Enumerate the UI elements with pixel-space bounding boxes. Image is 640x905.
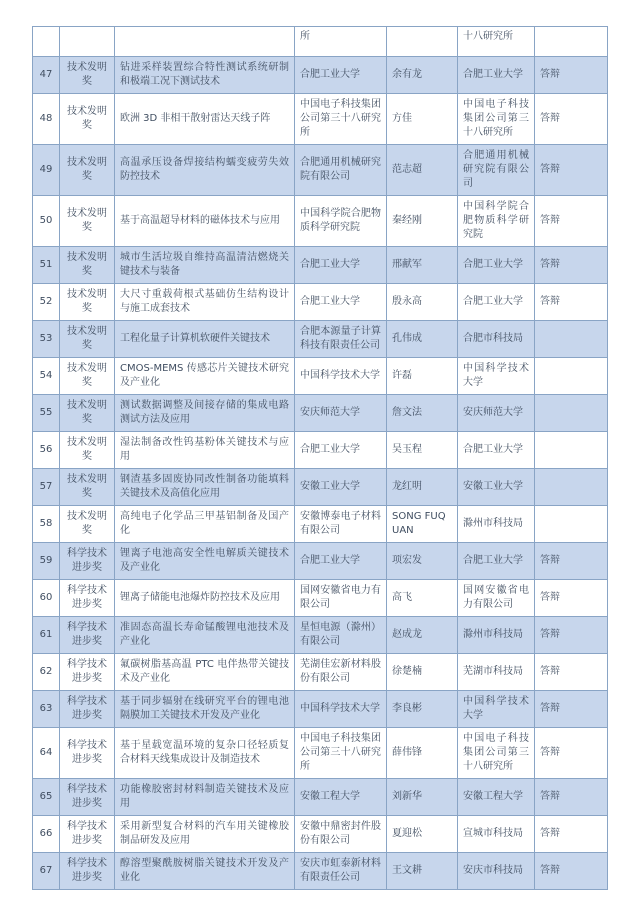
cell-nominating-organization: 安徽工业大学 xyxy=(295,469,387,506)
cell-recommending-unit: 十八研究所 xyxy=(458,27,535,57)
cell-person-name: 许磊 xyxy=(387,358,458,395)
table-row xyxy=(33,654,608,691)
cell-entry-number: 51 xyxy=(33,247,60,284)
cell-project-title: 锂离子储能电池爆炸防控技术及应用 xyxy=(115,580,295,617)
cell-review-status xyxy=(535,469,608,506)
cell-review-status: 答辩 xyxy=(535,853,608,890)
cell-nominating-organization: 合肥工业大学 xyxy=(295,284,387,321)
cell-entry-number: 59 xyxy=(33,543,60,580)
cell-recommending-unit: 合肥市科技局 xyxy=(458,321,535,358)
cell-nominating-organization: 合肥本源量子计算科技有限责任公司 xyxy=(295,321,387,358)
table-row xyxy=(33,691,608,728)
cell-review-status: 答辩 xyxy=(535,816,608,853)
table-row xyxy=(33,506,608,543)
cell-award-category: 科学技术进步奖 xyxy=(60,728,115,779)
cell-person-name: 高飞 xyxy=(387,580,458,617)
cell-entry-number: 54 xyxy=(33,358,60,395)
cell-award-category: 技术发明奖 xyxy=(60,432,115,469)
cell-review-status: 答辩 xyxy=(535,580,608,617)
table-row xyxy=(33,196,608,247)
cell-review-status: 答辩 xyxy=(535,94,608,145)
cell-award-category: 技术发明奖 xyxy=(60,94,115,145)
cell-person-name: 李良彬 xyxy=(387,691,458,728)
cell-project-title: 测试数据调整及间接存储的集成电路测试方法及应用 xyxy=(115,395,295,432)
cell-nominating-organization: 中国电子科技集团公司第三十八研究所 xyxy=(295,728,387,779)
cell-award-category: 技术发明奖 xyxy=(60,506,115,543)
cell-project-title: 基于高温超导材料的磁体技术与应用 xyxy=(115,196,295,247)
cell-review-status: 答辩 xyxy=(535,691,608,728)
cell-project-title: 基于星载宽温环境的复杂口径轻质复合材料天线集成设计及制造技术 xyxy=(115,728,295,779)
cell-nominating-organization: 合肥工业大学 xyxy=(295,57,387,94)
cell-person-name: SONG FUQUAN xyxy=(387,506,458,543)
cell-recommending-unit: 滁州市科技局 xyxy=(458,617,535,654)
table-row xyxy=(33,57,608,94)
cell-recommending-unit: 滁州市科技局 xyxy=(458,506,535,543)
cell-award-category: 技术发明奖 xyxy=(60,247,115,284)
cell-entry-number: 47 xyxy=(33,57,60,94)
table-row xyxy=(33,247,608,284)
table-row xyxy=(33,543,608,580)
cell-award-category: 科学技术进步奖 xyxy=(60,691,115,728)
cell-recommending-unit: 宣城市科技局 xyxy=(458,816,535,853)
cell-nominating-organization: 星恒电源（滁州）有限公司 xyxy=(295,617,387,654)
cell-review-status xyxy=(535,358,608,395)
cell-project-title: 高温承压设备焊接结构蠕变疲劳失效防控技术 xyxy=(115,145,295,196)
cell-person-name: 邢献军 xyxy=(387,247,458,284)
cell-person-name: 刘新华 xyxy=(387,779,458,816)
cell-review-status: 答辩 xyxy=(535,543,608,580)
table-row xyxy=(33,321,608,358)
cell-person-name: 余有龙 xyxy=(387,57,458,94)
cell-nominating-organization: 安庆市虹泰新材料有限责任公司 xyxy=(295,853,387,890)
cell-award-category: 科学技术进步奖 xyxy=(60,580,115,617)
cell-review-status: 答辩 xyxy=(535,284,608,321)
table-row xyxy=(33,728,608,779)
cell-nominating-organization: 合肥通用机械研究院有限公司 xyxy=(295,145,387,196)
cell-award-category xyxy=(60,27,115,57)
table-row xyxy=(33,469,608,506)
cell-project-title: 准固态高温长寿命锰酸锂电池技术及产业化 xyxy=(115,617,295,654)
table-row xyxy=(33,432,608,469)
cell-nominating-organization: 安徽工程大学 xyxy=(295,779,387,816)
cell-nominating-organization: 国网安徽省电力有限公司 xyxy=(295,580,387,617)
cell-recommending-unit: 合肥工业大学 xyxy=(458,57,535,94)
cell-person-name: 孔伟成 xyxy=(387,321,458,358)
cell-project-title: 氟碳树脂基高温 PTC 电伴热带关键技术及产业化 xyxy=(115,654,295,691)
table-row xyxy=(33,816,608,853)
cell-nominating-organization: 中国电子科技集团公司第三十八研究所 xyxy=(295,94,387,145)
cell-project-title: 功能橡胶密封材料制造关键技术及应用 xyxy=(115,779,295,816)
cell-award-category: 科学技术进步奖 xyxy=(60,816,115,853)
cell-entry-number: 64 xyxy=(33,728,60,779)
cell-entry-number: 58 xyxy=(33,506,60,543)
table-row xyxy=(33,617,608,654)
cell-entry-number: 65 xyxy=(33,779,60,816)
cell-nominating-organization: 合肥工业大学 xyxy=(295,432,387,469)
cell-person-name: 夏迎松 xyxy=(387,816,458,853)
table-row xyxy=(33,580,608,617)
cell-person-name: 殷永高 xyxy=(387,284,458,321)
cell-nominating-organization: 中国科学院合肥物质科学研究院 xyxy=(295,196,387,247)
cell-nominating-organization: 安庆师范大学 xyxy=(295,395,387,432)
cell-award-category: 科学技术进步奖 xyxy=(60,543,115,580)
cell-award-category: 科学技术进步奖 xyxy=(60,779,115,816)
cell-recommending-unit: 合肥工业大学 xyxy=(458,432,535,469)
cell-nominating-organization: 所 xyxy=(295,27,387,57)
cell-award-category: 技术发明奖 xyxy=(60,321,115,358)
cell-review-status: 答辩 xyxy=(535,728,608,779)
cell-review-status: 答辩 xyxy=(535,247,608,284)
cell-entry-number: 56 xyxy=(33,432,60,469)
cell-recommending-unit: 合肥工业大学 xyxy=(458,247,535,284)
cell-award-category: 科学技术进步奖 xyxy=(60,853,115,890)
cell-recommending-unit: 中国科学技术大学 xyxy=(458,691,535,728)
cell-person-name: 薛伟锋 xyxy=(387,728,458,779)
cell-review-status xyxy=(535,395,608,432)
cell-recommending-unit: 合肥工业大学 xyxy=(458,543,535,580)
cell-project-title: 钢渣基多固废协同改性制备功能填料关键技术及高值化应用 xyxy=(115,469,295,506)
cell-recommending-unit: 安庆师范大学 xyxy=(458,395,535,432)
cell-project-title xyxy=(115,27,295,57)
cell-recommending-unit: 国网安徽省电力有限公司 xyxy=(458,580,535,617)
cell-person-name: 龙红明 xyxy=(387,469,458,506)
cell-review-status xyxy=(535,321,608,358)
cell-entry-number: 62 xyxy=(33,654,60,691)
table-row xyxy=(33,94,608,145)
cell-project-title: 城市生活垃圾自维持高温清洁燃烧关键技术与装备 xyxy=(115,247,295,284)
table-row xyxy=(33,853,608,890)
cell-person-name xyxy=(387,27,458,57)
cell-project-title: 采用新型复合材料的汽车用关键橡胶制品研发及应用 xyxy=(115,816,295,853)
cell-recommending-unit: 合肥工业大学 xyxy=(458,284,535,321)
table-row xyxy=(33,779,608,816)
cell-person-name: 王文耕 xyxy=(387,853,458,890)
cell-project-title: CMOS-MEMS 传感芯片关键技术研究及产业化 xyxy=(115,358,295,395)
cell-entry-number: 50 xyxy=(33,196,60,247)
cell-nominating-organization: 芜湖佳宏新材料股份有限公司 xyxy=(295,654,387,691)
cell-person-name: 秦经刚 xyxy=(387,196,458,247)
cell-recommending-unit: 中国电子科技集团公司第三十八研究所 xyxy=(458,94,535,145)
cell-recommending-unit: 安徽工业大学 xyxy=(458,469,535,506)
cell-project-title: 醇溶型聚酰胺树脂关键技术开发及产业化 xyxy=(115,853,295,890)
cell-review-status: 答辩 xyxy=(535,654,608,691)
awards-table xyxy=(32,26,608,890)
cell-entry-number: 66 xyxy=(33,816,60,853)
cell-entry-number: 60 xyxy=(33,580,60,617)
cell-entry-number: 53 xyxy=(33,321,60,358)
cell-entry-number: 61 xyxy=(33,617,60,654)
cell-review-status: 答辩 xyxy=(535,617,608,654)
cell-award-category: 技术发明奖 xyxy=(60,395,115,432)
cell-person-name: 方佳 xyxy=(387,94,458,145)
table-row xyxy=(33,395,608,432)
cell-project-title: 高纯电子化学品三甲基铝制备及国产化 xyxy=(115,506,295,543)
cell-person-name: 范志超 xyxy=(387,145,458,196)
cell-recommending-unit: 中国电子科技集团公司第三十八研究所 xyxy=(458,728,535,779)
cell-recommending-unit: 芜湖市科技局 xyxy=(458,654,535,691)
cell-award-category: 技术发明奖 xyxy=(60,57,115,94)
cell-recommending-unit: 中国科学技术大学 xyxy=(458,358,535,395)
cell-project-title: 钻进采样装置综合特性测试系统研制和极端工况下测试技术 xyxy=(115,57,295,94)
cell-entry-number: 63 xyxy=(33,691,60,728)
cell-review-status: 答辩 xyxy=(535,145,608,196)
cell-nominating-organization: 中国科学技术大学 xyxy=(295,358,387,395)
cell-project-title: 大尺寸重载荷根式基础仿生结构设计与施工成套技术 xyxy=(115,284,295,321)
cell-award-category: 技术发明奖 xyxy=(60,145,115,196)
cell-award-category: 技术发明奖 xyxy=(60,196,115,247)
cell-person-name: 吴玉程 xyxy=(387,432,458,469)
cell-award-category: 技术发明奖 xyxy=(60,358,115,395)
cell-nominating-organization: 中国科学技术大学 xyxy=(295,691,387,728)
cell-award-category: 科学技术进步奖 xyxy=(60,654,115,691)
cell-review-status: 答辩 xyxy=(535,779,608,816)
cell-entry-number: 49 xyxy=(33,145,60,196)
table-row xyxy=(33,145,608,196)
cell-recommending-unit: 安庆市科技局 xyxy=(458,853,535,890)
cell-review-status xyxy=(535,27,608,57)
cell-entry-number: 57 xyxy=(33,469,60,506)
cell-review-status xyxy=(535,506,608,543)
cell-award-category: 技术发明奖 xyxy=(60,469,115,506)
cell-award-category: 科学技术进步奖 xyxy=(60,617,115,654)
cell-review-status: 答辩 xyxy=(535,57,608,94)
cell-nominating-organization: 安徽博泰电子材料有限公司 xyxy=(295,506,387,543)
table-row xyxy=(33,284,608,321)
cell-award-category: 技术发明奖 xyxy=(60,284,115,321)
cell-project-title: 基于同步辐射在线研究平台的锂电池隔膜加工关键技术开发及产业化 xyxy=(115,691,295,728)
cell-nominating-organization: 合肥工业大学 xyxy=(295,247,387,284)
table-row xyxy=(33,358,608,395)
cell-entry-number: 67 xyxy=(33,853,60,890)
cell-recommending-unit: 安徽工程大学 xyxy=(458,779,535,816)
cell-project-title: 欧洲 3D 非相干散射雷达天线子阵 xyxy=(115,94,295,145)
cell-project-title: 锂离子电池高安全性电解质关键技术及产业化 xyxy=(115,543,295,580)
table-row-continuation xyxy=(33,27,608,57)
cell-nominating-organization: 合肥工业大学 xyxy=(295,543,387,580)
cell-review-status xyxy=(535,432,608,469)
cell-person-name: 徐楚楠 xyxy=(387,654,458,691)
cell-person-name: 赵成龙 xyxy=(387,617,458,654)
cell-entry-number xyxy=(33,27,60,57)
cell-project-title: 湿法制备改性钨基粉体关键技术与应用 xyxy=(115,432,295,469)
cell-entry-number: 55 xyxy=(33,395,60,432)
cell-recommending-unit: 中国科学院合肥物质科学研究院 xyxy=(458,196,535,247)
cell-person-name: 詹文法 xyxy=(387,395,458,432)
cell-nominating-organization: 安徽中鼎密封件股份有限公司 xyxy=(295,816,387,853)
cell-project-title: 工程化量子计算机软硬件关键技术 xyxy=(115,321,295,358)
cell-person-name: 项宏发 xyxy=(387,543,458,580)
cell-entry-number: 48 xyxy=(33,94,60,145)
cell-recommending-unit: 合肥通用机械研究院有限公司 xyxy=(458,145,535,196)
cell-entry-number: 52 xyxy=(33,284,60,321)
cell-review-status: 答辩 xyxy=(535,196,608,247)
